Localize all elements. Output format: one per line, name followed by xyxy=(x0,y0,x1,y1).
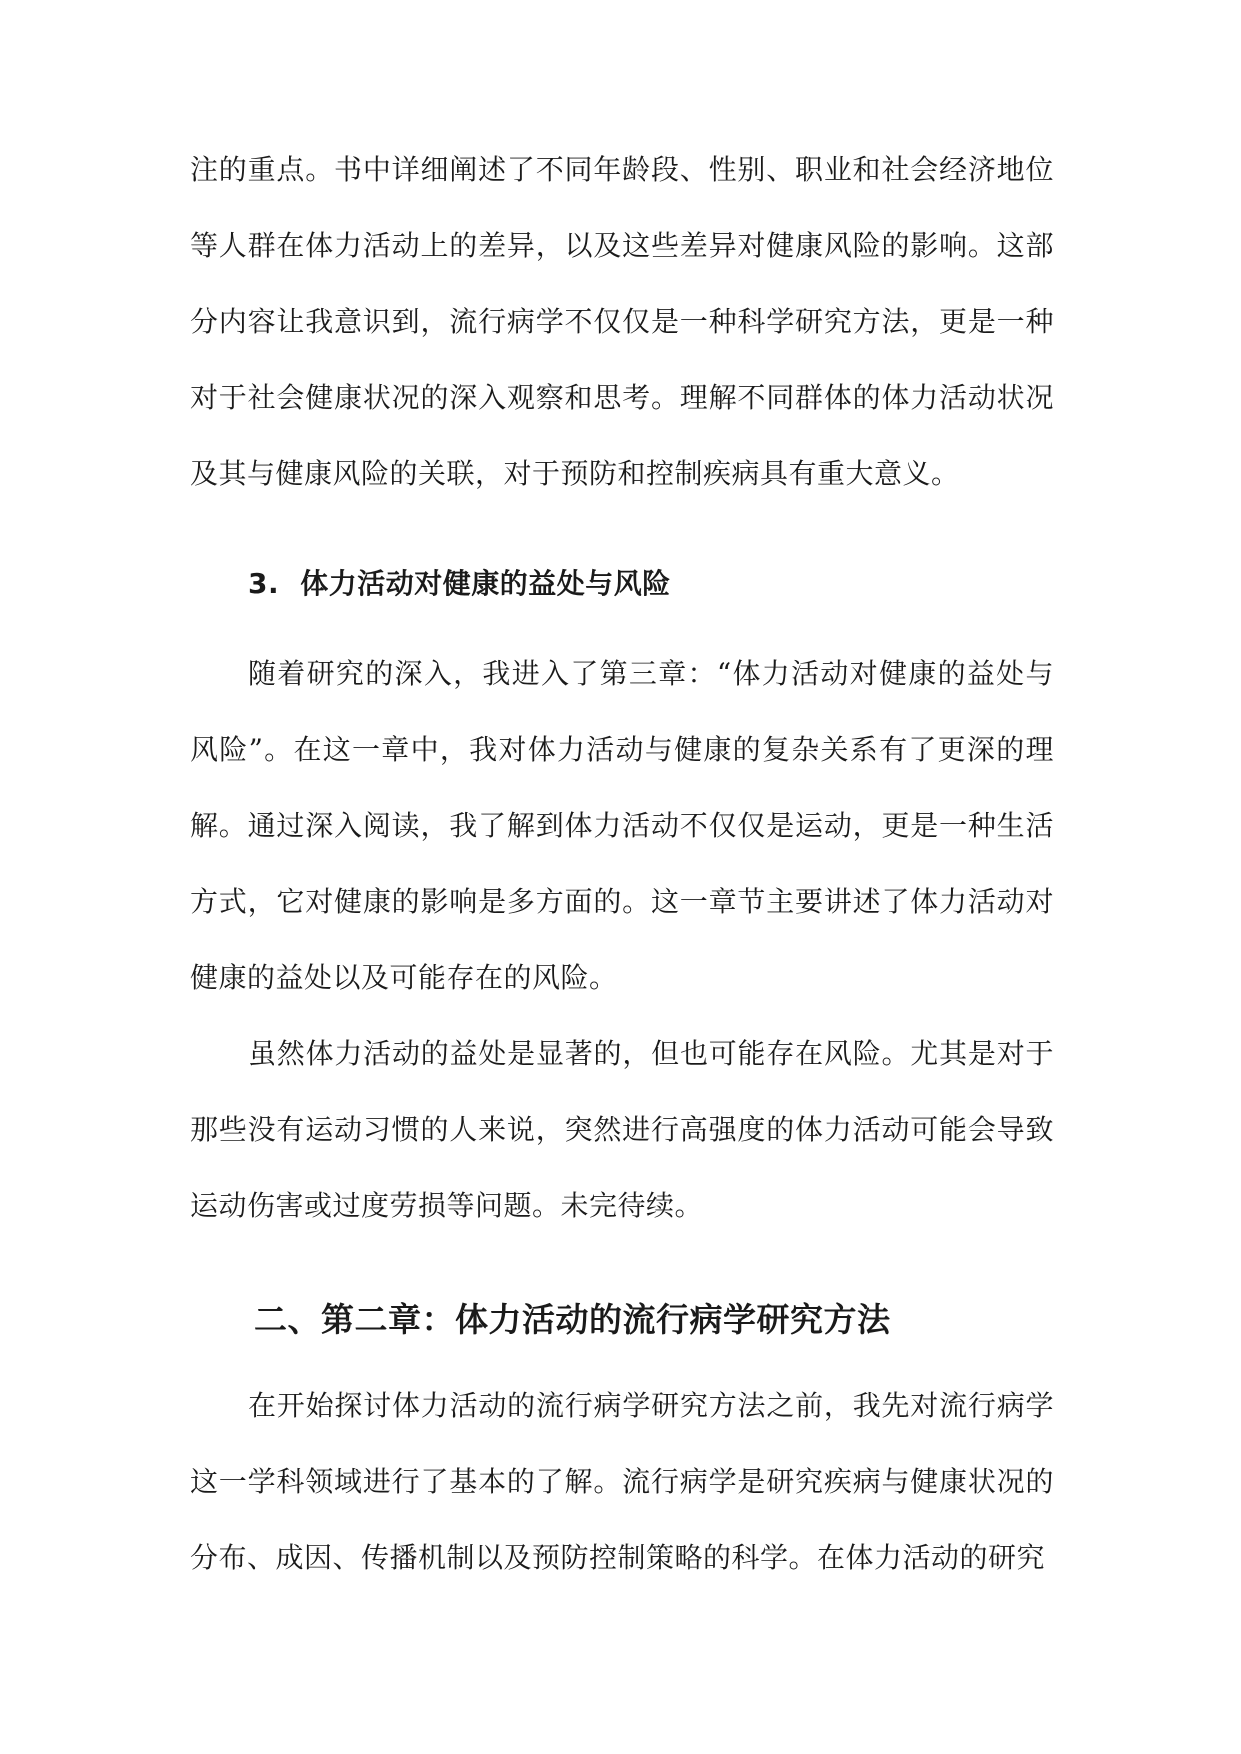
document-page xyxy=(190,132,1054,1596)
body-paragraph: 虽然体力活动的益处是显著的，但也可能存在风险。尤其是对于那些没有运动习惯的人来说，突然进行高强度的体力活动可能会导致运动伤害或过度劳损等问题。未完待续。 xyxy=(190,1037,1054,1222)
body-paragraph: 随着研究的深入，我进入了第三章：“体力活动对健康的益处与风险”。在这一章中，我对体力活动与健康的复杂关系有了更深的理解。通过深入阅读，我了解到体力活动不仅仅是运动，更是一种生活方式，它对健康的影响是多方面的。这一章节主要讲述了体力活动对健康的益处以及可能存在的风险。 xyxy=(190,657,1054,994)
section-number: 3. xyxy=(248,567,280,600)
section-heading xyxy=(190,546,1054,622)
body-paragraph: 在开始探讨体力活动的流行病学研究方法之前，我先对流行病学这一学科领域进行了基本的了解。流行病学是研究疾病与健康状况的分布、成因、传播机制以及预防控制策略的科学。在体力活动的研究 xyxy=(190,1389,1054,1574)
chapter-heading: 二、第二章：体力活动的流行病学研究方法 xyxy=(254,1300,891,1339)
body-paragraph: 注的重点。书中详细阐述了不同年龄段、性别、职业和社会经济地位等人群在体力活动上的差异，以及这些差异对健康风险的影响。这部分内容让我意识到，流行病学不仅仅是一种科学研究方法，更是一种对于社会健康状况的深入观察和思考。理解不同群体的体力活动状况及其与健康风险的关联，对于预防和控制疾病具有重大意义。 xyxy=(190,153,1054,490)
section-title: 体力活动对健康的益处与风险 xyxy=(300,567,671,600)
